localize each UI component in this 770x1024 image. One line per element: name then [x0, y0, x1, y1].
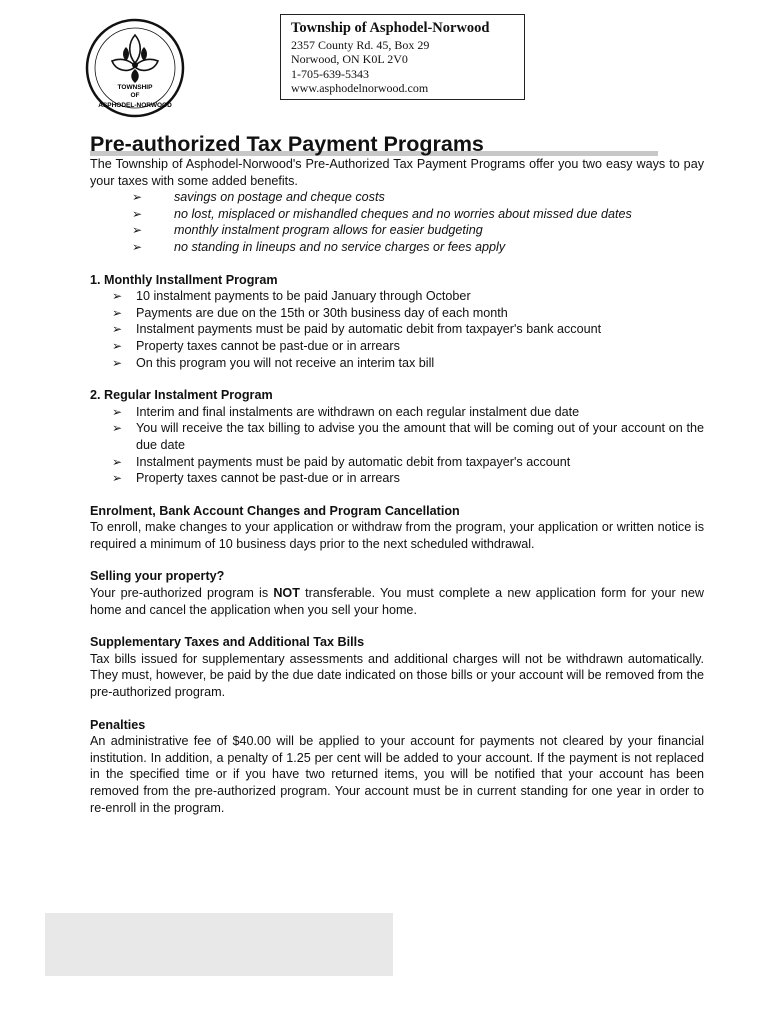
arrow-bullet-icon: ➢: [132, 206, 143, 221]
form-placeholder-box: [45, 913, 393, 976]
supplementary-paragraph: Tax bills issued for supplementary assessments and additional charges will not be withdrawn automatically. They must, however, be paid by the due date indicated on those bills or your account will be removed from the pre-authorized program.: [90, 651, 704, 700]
arrow-bullet-icon: ➢: [112, 322, 123, 337]
list-item: ➢ Interim and final instalments are withdrawn on each regular instalment due date: [112, 404, 580, 419]
monthly-program-list: [112, 288, 704, 371]
list-item: ➢ savings on postage and cheque costs: [132, 190, 385, 205]
intro-paragraph: The Township of Asphodel-Norwood's Pre-Authorized Tax Payment Programs offer you two easy ways to pay your taxes with some added benefits.: [90, 157, 704, 188]
arrow-bullet-icon: ➢: [132, 239, 143, 254]
document-body: [90, 156, 704, 816]
address-box: [280, 14, 525, 100]
penalties-heading: Penalties: [90, 717, 146, 732]
arrow-bullet-icon: ➢: [112, 404, 123, 419]
arrow-bullet-icon: ➢: [112, 421, 123, 436]
arrow-bullet-icon: ➢: [112, 355, 123, 370]
arrow-bullet-icon: ➢: [132, 190, 143, 205]
arrow-bullet-icon: ➢: [132, 223, 143, 238]
regular-program-heading: 2. Regular Instalment Program: [90, 388, 273, 403]
arrow-bullet-icon: ➢: [112, 338, 123, 353]
township-logo: [84, 17, 186, 119]
website-link[interactable]: www.asphodelnorwood.com: [291, 81, 429, 96]
list-item: ➢ monthly instalment program allows for easier budgeting: [132, 223, 483, 238]
svg-text:TOWNSHIP: TOWNSHIP: [117, 84, 153, 91]
penalties-paragraph: An administrative fee of $40.00 will be applied to your account for payments not cleared by your financial institution. In addition, a penalty of 1.25 per cent will be added to your account. If the payment is not replaced in the specified time or if you have two returned items, you will be notified that your account has been removed from the pre-authorized program. Your account must be in current standing for one year in order to re-enroll in the program.: [90, 734, 704, 815]
regular-program-list: [112, 404, 704, 487]
list-item: ➢ You will receive the tax billing to advise you the amount that will be coming out of your account on the due date: [112, 421, 704, 452]
address-line: 2357 County Rd. 45, Box 29: [291, 38, 430, 52]
phone-number: 1-705-639-5343: [291, 66, 369, 81]
list-item: ➢ Property taxes cannot be past-due or in arrears: [112, 471, 400, 486]
selling-heading: Selling your property?: [90, 569, 225, 584]
benefits-list: [132, 189, 704, 255]
svg-text:ASPHODEL-NORWOOD: ASPHODEL-NORWOOD: [98, 102, 172, 109]
svg-text:OF: OF: [130, 92, 140, 99]
arrow-bullet-icon: ➢: [112, 305, 123, 320]
arrow-bullet-icon: ➢: [112, 289, 123, 304]
selling-paragraph: Your pre-authorized program is NOT transferable. You must complete a new application form for your new home and cancel the application when you sell your home.: [90, 586, 705, 617]
organization-name: Township of Asphodel-Norwood: [291, 20, 490, 36]
list-item: ➢ no lost, misplaced or mishandled cheques and no worries about missed due dates: [132, 206, 632, 221]
not-emphasis: NOT: [273, 586, 300, 601]
arrow-bullet-icon: ➢: [112, 454, 123, 469]
supplementary-heading: Supplementary Taxes and Additional Tax Bills: [90, 635, 365, 650]
page-title: Pre-authorized Tax Payment Programs: [90, 132, 484, 156]
address-line: Norwood, ON K0L 2V0: [291, 52, 408, 67]
list-item: ➢ no standing in lineups and no service charges or fees apply: [132, 239, 506, 254]
list-item: ➢ Instalment payments must be paid by automatic debit from taxpayer's account: [112, 454, 571, 469]
list-item: ➢ Instalment payments must be paid by automatic debit from taxpayer's bank account: [112, 322, 602, 337]
enrolment-heading: Enrolment, Bank Account Changes and Program Cancellation: [90, 503, 460, 518]
list-item: ➢ 10 instalment payments to be paid January through October: [112, 289, 471, 304]
list-item: ➢ Property taxes cannot be past-due or in arrears: [112, 338, 400, 353]
list-item: ➢ Payments are due on the 15th or 30th business day of each month: [112, 305, 508, 320]
monthly-program-heading: 1. Monthly Installment Program: [90, 272, 278, 287]
enrolment-paragraph: To enroll, make changes to your application or withdraw from the program, your application or written notice is required a minimum of 10 business days prior to the next scheduled withdrawal.: [90, 520, 704, 551]
list-item: ➢ On this program you will not receive an interim tax bill: [112, 355, 435, 370]
arrow-bullet-icon: ➢: [112, 471, 123, 486]
